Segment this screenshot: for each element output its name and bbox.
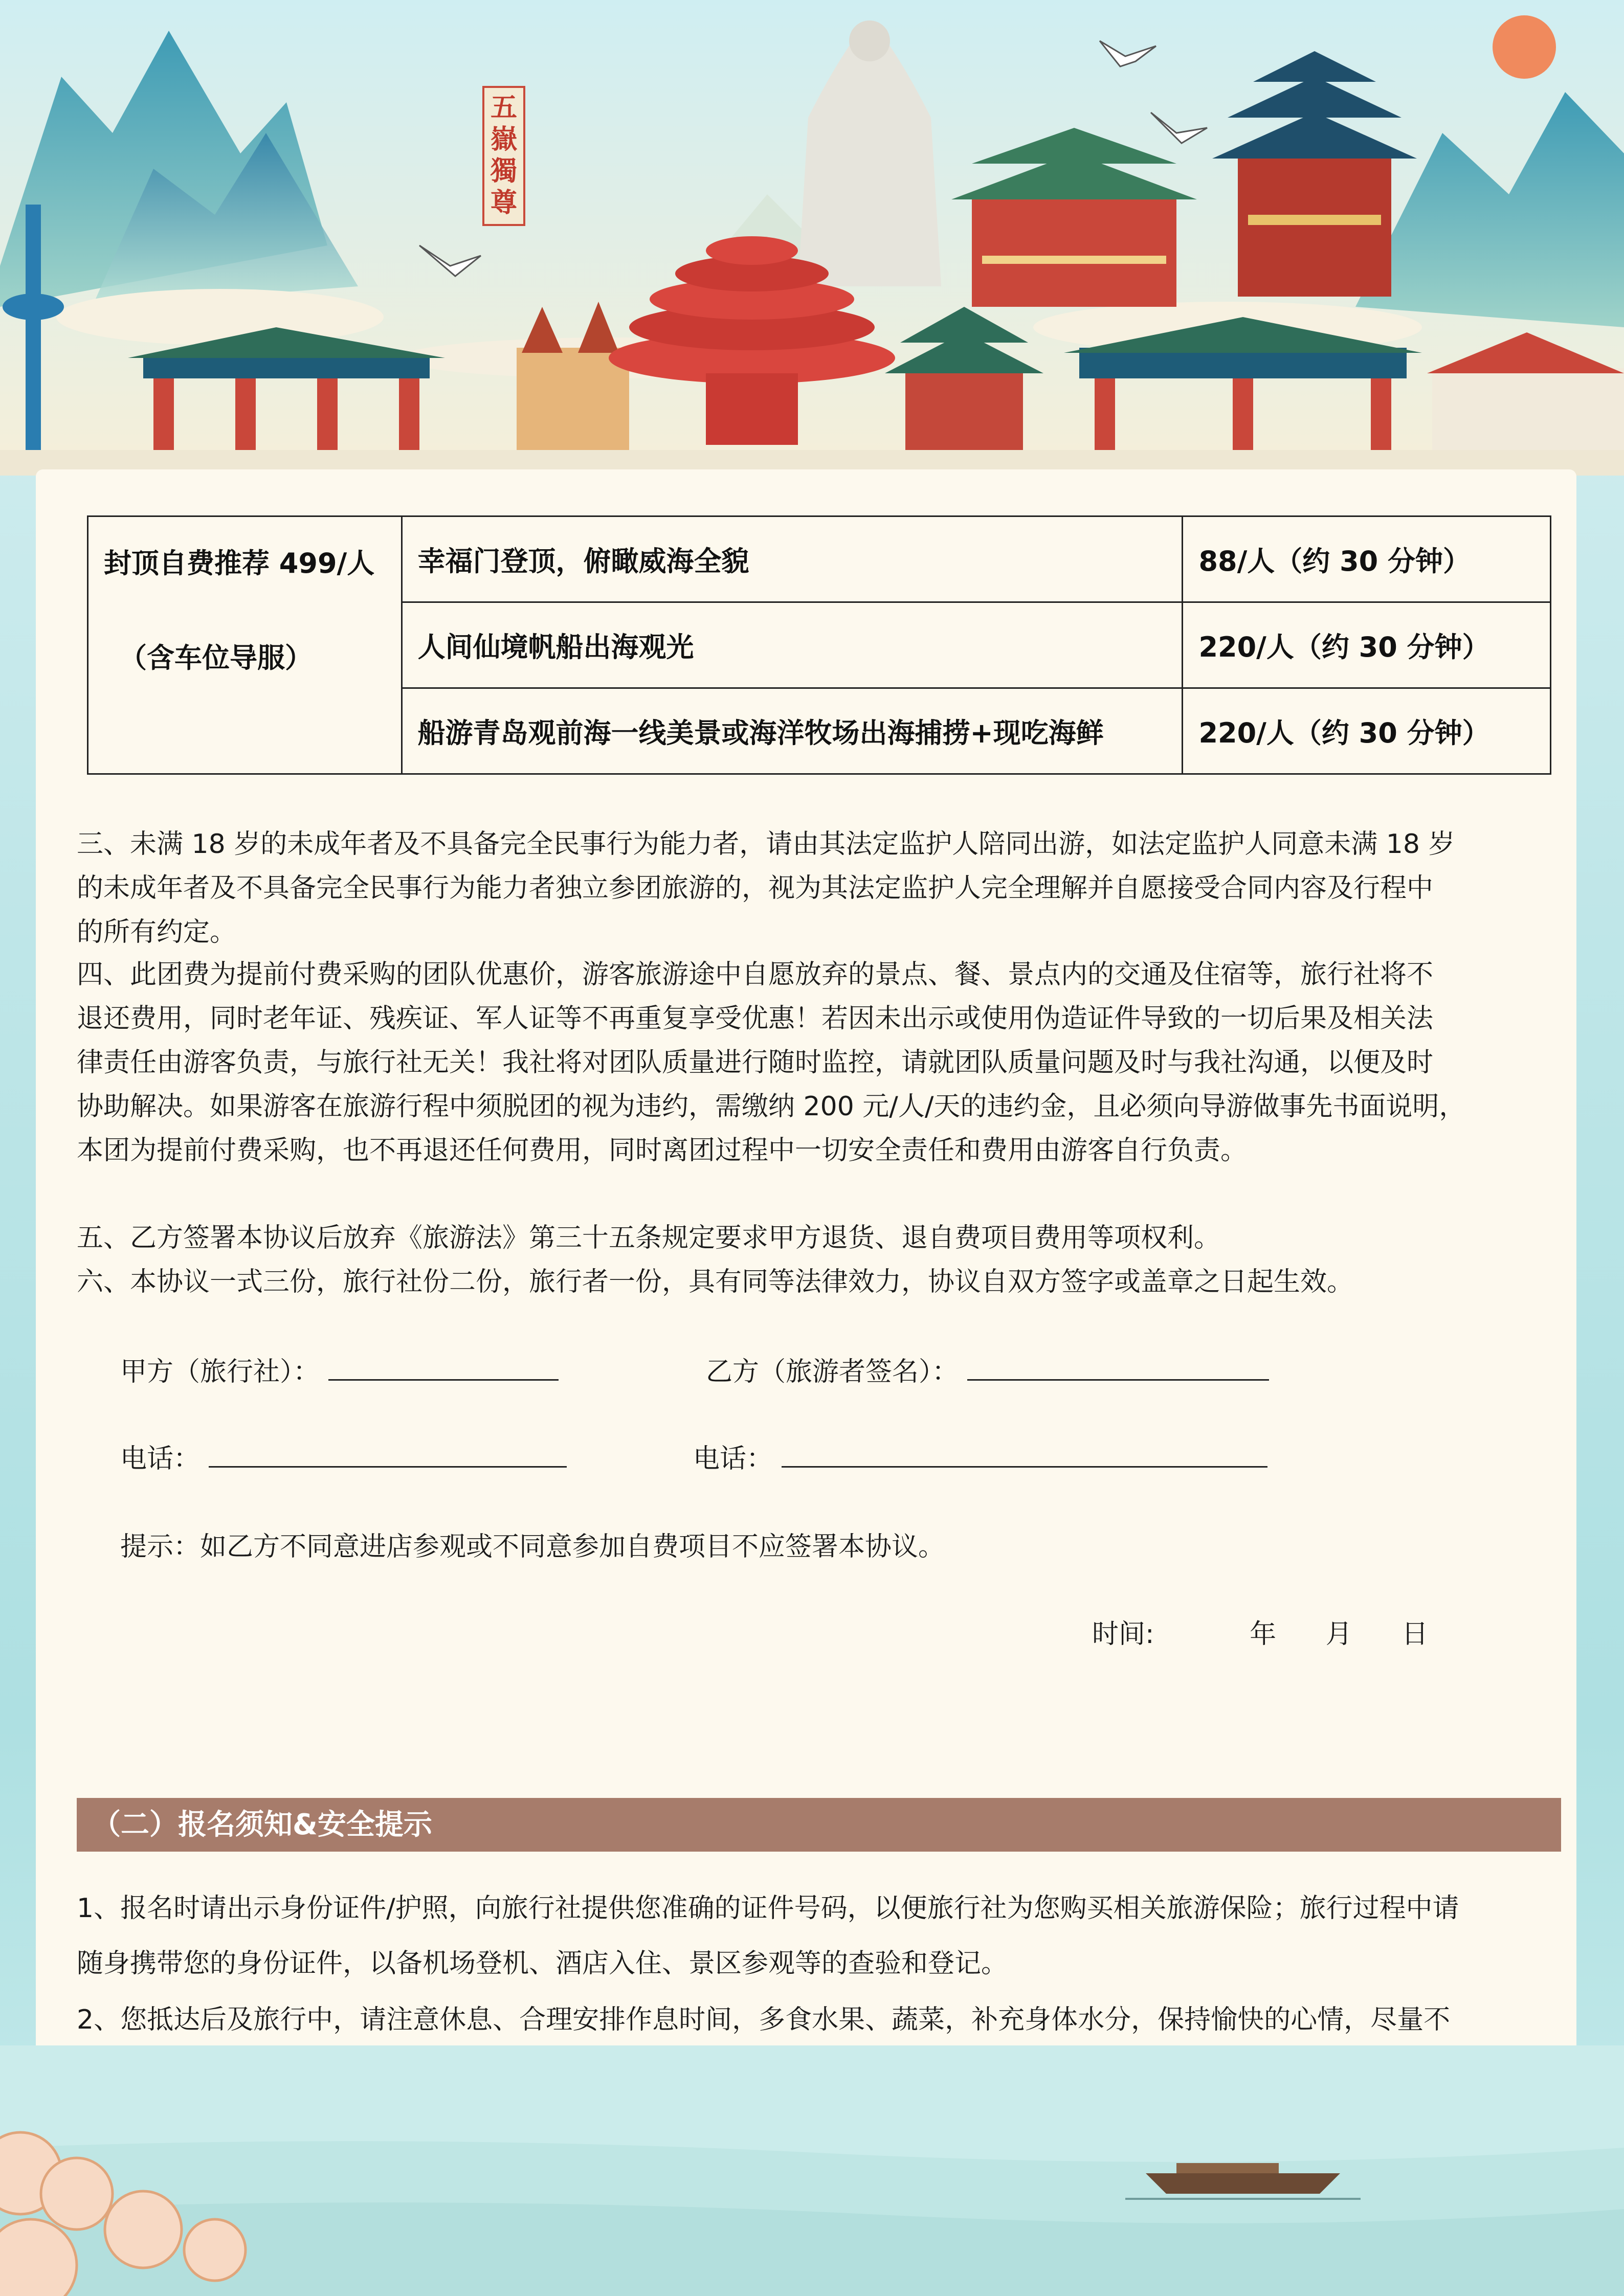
notice-item-1 xyxy=(77,1881,1550,1991)
month-label: 月 xyxy=(1325,1619,1352,1650)
text-line: 随身携带您的身份证件，以备机场登机、酒店入住、景区参观等的查验和登记。 xyxy=(77,1948,1008,1979)
day-label: 日 xyxy=(1401,1619,1429,1650)
footer-scenery xyxy=(0,2045,1624,2296)
clause-4 xyxy=(77,953,1550,1173)
phone-a-label: 电话： xyxy=(120,1444,201,1474)
text-line: 律责任由游客负责，与旅行社无关！我社将对团队质量进行随时监控，请就团队质量问题及时与我社沟通，以便及时 xyxy=(77,1047,1434,1078)
sea-scenery-illustration xyxy=(0,2045,1624,2296)
fee-price: 220/人（约 30 分钟） xyxy=(1183,602,1551,688)
signing-tip: 提示：如乙方不同意进店参观或不同意参加自费项目不应签署本协议。 xyxy=(120,1532,945,1562)
fee-item: 幸福门登顶，俯瞰威海全貌 xyxy=(402,516,1183,602)
text-line: 的未成年者及不具备完全民事行为能力者独立参团旅游的，视为其法定监护人完全理解并自愿接受合同内容及行程中 xyxy=(77,873,1434,904)
table-row xyxy=(88,516,1551,602)
clause-3 xyxy=(77,822,1550,954)
sun-icon xyxy=(1493,15,1556,79)
phone-a xyxy=(120,1437,567,1475)
fee-price: 88/人（约 30 分钟） xyxy=(1183,516,1551,602)
fee-cap-note: （含车位导服） xyxy=(119,642,313,674)
text-line: 四、此团费为提前付费采购的团队优惠价，游客旅游途中自愿放弃的景点、餐、景点内的交通及住宿等，旅行社将不 xyxy=(77,959,1434,990)
fee-item: 人间仙境帆船出海观光 xyxy=(402,602,1183,688)
clause-5-6 xyxy=(77,1216,1550,1304)
date-line xyxy=(1092,1612,1428,1651)
fee-cap-label: 封顶自费推荐 499/人 xyxy=(104,547,375,579)
text-line: 本团为提前付费采购，也不再退还任何费用，同时离团过程中一切安全责任和费用由游客自行负责。 xyxy=(77,1135,1248,1166)
optional-fee-table xyxy=(87,515,1551,775)
scenic-landmarks-illustration xyxy=(0,0,1624,476)
text-line: 1、报名时请出示身份证件/护照，向旅行社提供您准确的证件号码，以便旅行社为您购买相关旅游保险；旅行过程中请 xyxy=(77,1893,1459,1924)
party-a-line[interactable] xyxy=(328,1359,559,1381)
plaque-char: 尊 xyxy=(490,187,517,218)
section-header: （二）报名须知&安全提示 xyxy=(77,1798,1561,1852)
phone-b-label: 电话： xyxy=(693,1444,773,1474)
party-b-line[interactable] xyxy=(967,1359,1269,1381)
text-line: 协助解决。如果游客在旅游行程中须脱团的视为违约，需缴纳 200 元/人/天的违约金，且必须向导游做事先书面说明， xyxy=(77,1091,1466,1122)
text-line: 退还费用，同时老年证、残疾证、军人证等不再重复享受优惠！若因未出示或使用伪造证件导致的一切后果及相关法 xyxy=(77,1003,1434,1034)
plaque-char: 五 xyxy=(490,92,517,123)
text-line: 2、您抵达后及旅行中，请注意休息、合理安排作息时间，多食水果、蔬菜，补充身体水分，保持愉快的心情，尽量不 xyxy=(77,2005,1451,2035)
phone-b xyxy=(693,1437,1267,1475)
text-line: 六、本协议一式三份，旅行社份二份，旅行者一份，具有同等法律效力，协议自双方签字或盖章之日起生效。 xyxy=(77,1267,1354,1297)
header-illustration xyxy=(0,0,1624,476)
text-line: 三、未满 18 岁的未成年者及不具备完全民事行为能力者，请由其法定监护人陪同出游，如法定监护人同意未满 18 岁 xyxy=(77,829,1455,860)
text-line: 的所有约定。 xyxy=(77,917,237,948)
document-card xyxy=(36,469,1576,2078)
notice-item-2 xyxy=(77,1992,1550,2047)
phone-b-line[interactable] xyxy=(782,1446,1267,1468)
party-a-label: 甲方（旅行社）： xyxy=(120,1357,320,1387)
party-b-label: 乙方（旅游者签名）： xyxy=(706,1357,959,1387)
fee-item: 船游青岛观前海一线美景或海洋牧场出海捕捞+现吃海鲜 xyxy=(402,688,1183,774)
time-label: 时间: xyxy=(1092,1619,1154,1650)
party-b-signature xyxy=(706,1350,1269,1388)
year-label: 年 xyxy=(1250,1619,1277,1650)
table-head-cell xyxy=(88,516,402,774)
plaque-char: 獨 xyxy=(490,155,517,187)
plaque-text xyxy=(483,92,524,219)
phone-a-line[interactable] xyxy=(209,1446,567,1468)
plaque-char: 嶽 xyxy=(490,124,517,155)
text-line: 五、乙方签署本协议后放弃《旅游法》第三十五条规定要求甲方退货、退自费项目费用等项权利。 xyxy=(77,1223,1221,1253)
party-a-signature xyxy=(120,1350,559,1388)
fee-price: 220/人（约 30 分钟） xyxy=(1183,688,1551,774)
